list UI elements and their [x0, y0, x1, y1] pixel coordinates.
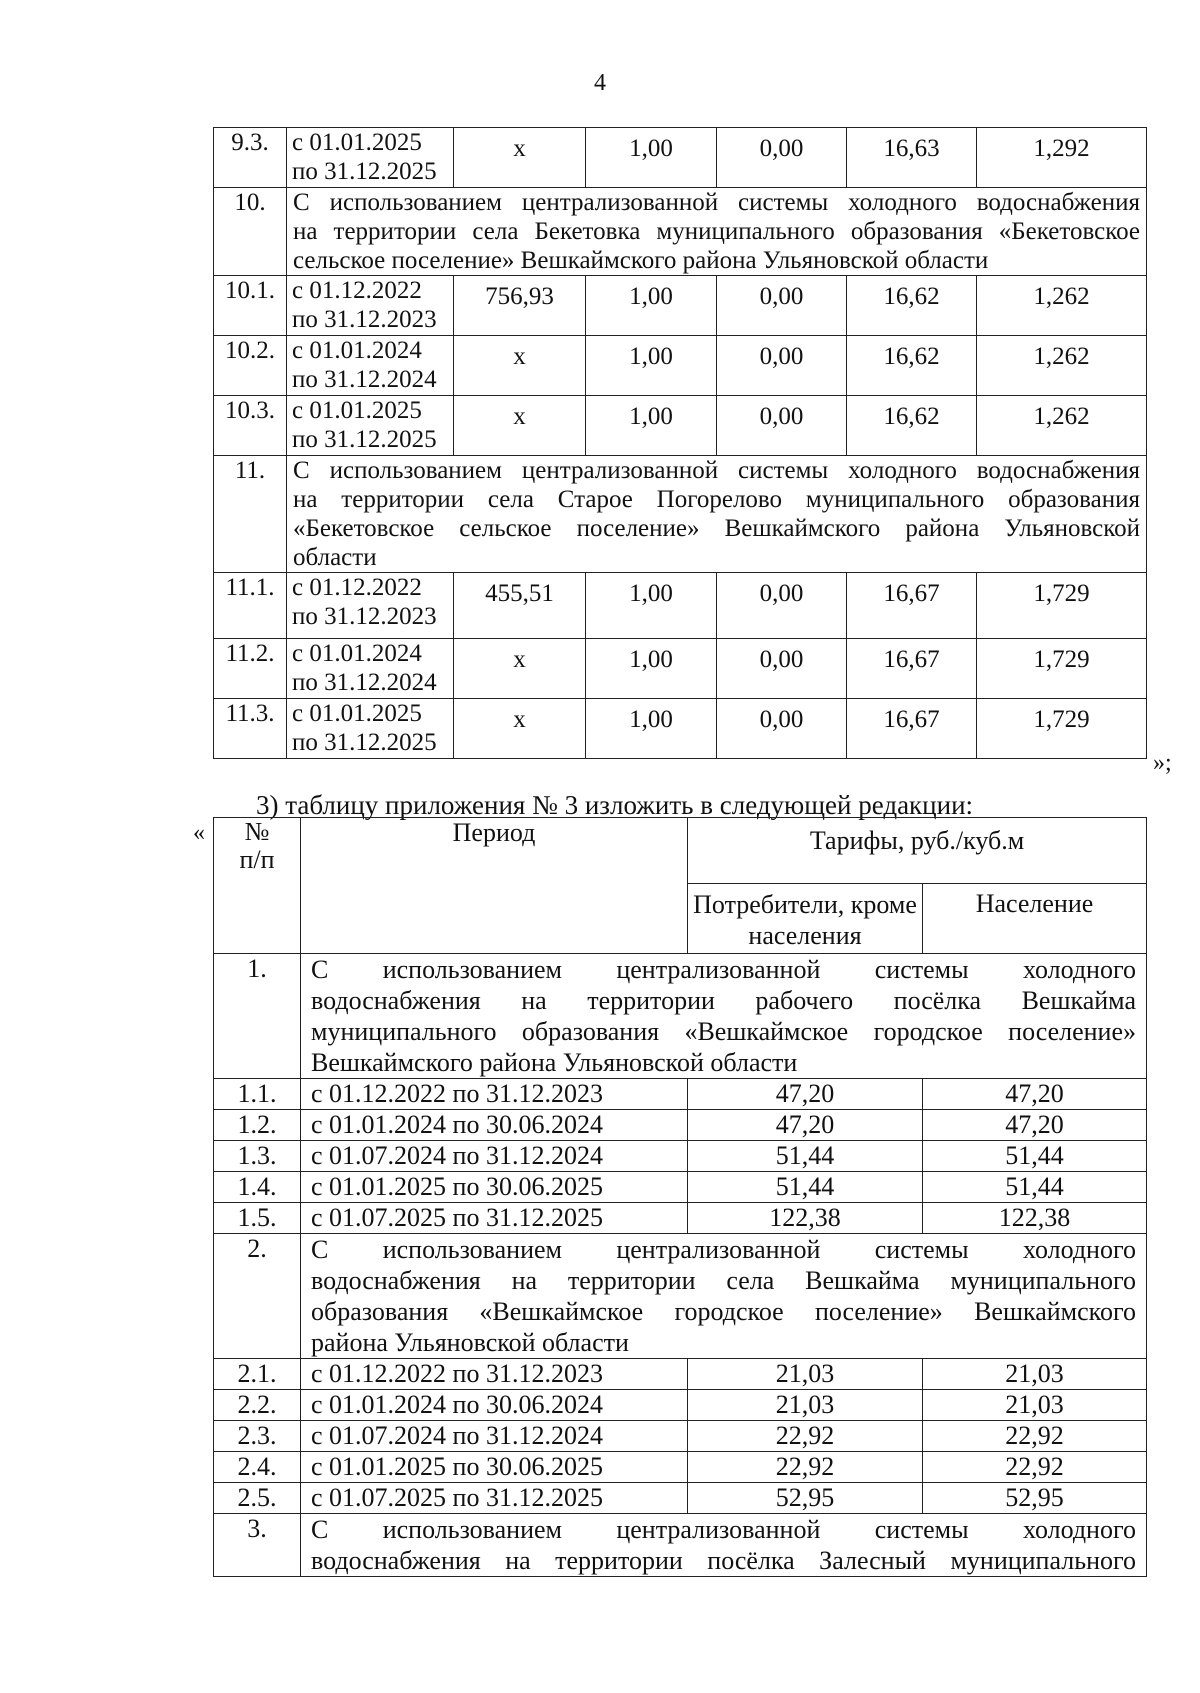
header-tariffs — [688, 818, 1147, 884]
header-num — [214, 818, 301, 954]
value-cell-2: 1,00 — [586, 128, 717, 188]
description-line: образования «Вешкаймское городское поселение» Вешкаймского — [311, 1297, 1136, 1326]
row-period: с 01.07.2024 по 31.12.2024 — [301, 1141, 688, 1172]
value-cell-3: 0,00 — [717, 699, 847, 759]
value-cell-3: 0,00 — [717, 396, 847, 456]
value-cell-4: 16,62 — [847, 396, 977, 456]
description-line: водоснабжения на территории села Вешкайма муниципального — [311, 1266, 1136, 1295]
value-cell-3: 0,00 — [717, 128, 847, 188]
period-to: по 31.12.2025 — [292, 426, 437, 453]
table-row — [214, 954, 1147, 1079]
section-number: 2. — [214, 1234, 301, 1359]
header-period-label: Период — [452, 818, 536, 847]
description-line: Вешкаймского района Ульяновской области — [311, 1048, 798, 1077]
section-description — [287, 188, 1147, 276]
description-line: С использованием централизованной системы холодного — [311, 1235, 1136, 1264]
value-cell-5: 1,292 — [977, 128, 1147, 188]
value-cell-1: х — [454, 128, 586, 188]
value-cell-5: 1,729 — [977, 573, 1147, 639]
row-number: 2.4. — [214, 1452, 301, 1483]
consumers-value: 51,44 — [688, 1172, 923, 1203]
table-row — [214, 1172, 1147, 1203]
opening-quote: « — [193, 820, 205, 846]
value-cell-1: х — [454, 639, 586, 699]
row-period — [287, 396, 454, 456]
description-line: на территории села Бекетовка муниципального образования «Бекетовское — [293, 218, 1140, 245]
population-value: 47,20 — [923, 1110, 1147, 1141]
consumers-value: 47,20 — [688, 1110, 923, 1141]
period-from: с 01.01.2025 — [292, 397, 422, 424]
value-cell-1: 455,51 — [454, 573, 586, 639]
table-row — [214, 1390, 1147, 1421]
value-cell-2: 1,00 — [586, 396, 717, 456]
value-cell-5: 1,262 — [977, 336, 1147, 396]
row-number: 10.3. — [214, 396, 287, 456]
table-row — [214, 1483, 1147, 1514]
population-value: 22,92 — [923, 1421, 1147, 1452]
value-cell-2: 1,00 — [586, 336, 717, 396]
row-period — [287, 639, 454, 699]
table-row — [214, 276, 1147, 336]
row-number: 1.3. — [214, 1141, 301, 1172]
description-line: водоснабжения на территории посёлка Залесный муниципального — [311, 1546, 1136, 1575]
population-value: 52,95 — [923, 1483, 1147, 1514]
table-row — [214, 336, 1147, 396]
header-period — [301, 818, 688, 954]
table-row — [214, 639, 1147, 699]
value-cell-1: х — [454, 336, 586, 396]
row-number: 1.5. — [214, 1203, 301, 1234]
table-row — [214, 128, 1147, 188]
row-period — [287, 699, 454, 759]
row-period: с 01.12.2022 по 31.12.2023 — [301, 1359, 688, 1390]
description-line: района Ульяновской области — [311, 1328, 629, 1357]
row-number: 2.1. — [214, 1359, 301, 1390]
row-period — [287, 573, 454, 639]
value-cell-4: 16,63 — [847, 128, 977, 188]
description-line: на территории села Старое Погорелово муниципального образования — [293, 486, 1140, 513]
value-cell-3: 0,00 — [717, 639, 847, 699]
description-line: муниципального образования «Вешкаймское городское поселение» — [311, 1017, 1136, 1046]
period-from: с 01.01.2024 — [292, 640, 422, 667]
row-number: 2.3. — [214, 1421, 301, 1452]
description-line: водоснабжения на территории рабочего посёлка Вешкайма — [311, 986, 1136, 1015]
value-cell-2: 1,00 — [586, 573, 717, 639]
section-description — [301, 1514, 1147, 1577]
table-row — [214, 573, 1147, 639]
period-to: по 31.12.2025 — [292, 729, 437, 756]
table-row — [214, 188, 1147, 276]
table-row — [214, 1514, 1147, 1577]
table-row — [214, 1203, 1147, 1234]
row-period — [287, 276, 454, 336]
row-period: с 01.01.2025 по 30.06.2025 — [301, 1452, 688, 1483]
period-to: по 31.12.2024 — [292, 669, 437, 696]
value-cell-4: 16,62 — [847, 276, 977, 336]
value-cell-3: 0,00 — [717, 336, 847, 396]
consumers-value: 47,20 — [688, 1079, 923, 1110]
value-cell-5: 1,262 — [977, 396, 1147, 456]
value-cell-5: 1,729 — [977, 699, 1147, 759]
section-number: 11. — [214, 456, 287, 573]
population-value: 21,03 — [923, 1390, 1147, 1421]
period-to: по 31.12.2024 — [292, 366, 437, 393]
value-cell-4: 16,67 — [847, 699, 977, 759]
row-period — [287, 336, 454, 396]
row-number: 1.1. — [214, 1079, 301, 1110]
row-period: с 01.01.2025 по 30.06.2025 — [301, 1172, 688, 1203]
value-cell-3: 0,00 — [717, 573, 847, 639]
value-cell-1: х — [454, 396, 586, 456]
header-consumers-label: Потребители, кроме населения — [693, 890, 917, 950]
table-row — [214, 1234, 1147, 1359]
value-cell-2: 1,00 — [586, 699, 717, 759]
population-value: 21,03 — [923, 1359, 1147, 1390]
page-number: 4 — [594, 70, 606, 96]
row-number: 10.1. — [214, 276, 287, 336]
period-to: по 31.12.2025 — [292, 158, 437, 185]
row-number: 2.2. — [214, 1390, 301, 1421]
header-tariffs-label: Тарифы, руб./куб.м — [809, 826, 1025, 855]
table-row — [214, 1079, 1147, 1110]
description-line: С использованием централизованной системы холодного — [311, 1515, 1136, 1544]
row-period: с 01.07.2025 по 31.12.2025 — [301, 1483, 688, 1514]
amendment-sentence: 3) таблицу приложения № 3 изложить в следующей редакции: — [256, 790, 974, 820]
consumers-value: 122,38 — [688, 1203, 923, 1234]
description-line: С использованием централизованной системы холодного водоснабжения — [293, 189, 1140, 216]
table-row — [214, 1452, 1147, 1483]
table-row — [214, 1421, 1147, 1452]
table-row — [214, 1359, 1147, 1390]
table-row — [214, 699, 1147, 759]
table-row — [214, 1110, 1147, 1141]
row-period: с 01.12.2022 по 31.12.2023 — [301, 1079, 688, 1110]
period-from: с 01.01.2025 — [292, 700, 422, 727]
tariff-table-continuation — [213, 127, 1147, 759]
header-consumers — [688, 884, 923, 954]
row-period: с 01.07.2025 по 31.12.2025 — [301, 1203, 688, 1234]
section-description — [301, 1234, 1147, 1359]
description-line: С использованием централизованной системы холодного водоснабжения — [293, 457, 1140, 484]
value-cell-5: 1,729 — [977, 639, 1147, 699]
value-cell-2: 1,00 — [586, 276, 717, 336]
row-period: с 01.01.2024 по 30.06.2024 — [301, 1390, 688, 1421]
row-number: 1.2. — [214, 1110, 301, 1141]
consumers-value: 22,92 — [688, 1421, 923, 1452]
description-line: области — [293, 544, 377, 571]
period-to: по 31.12.2023 — [292, 603, 437, 630]
value-cell-1: 756,93 — [454, 276, 586, 336]
population-value: 51,44 — [923, 1141, 1147, 1172]
consumers-value: 21,03 — [688, 1359, 923, 1390]
table-row — [214, 396, 1147, 456]
consumers-value: 52,95 — [688, 1483, 923, 1514]
population-value: 122,38 — [923, 1203, 1147, 1234]
consumers-value: 51,44 — [688, 1141, 923, 1172]
description-line: «Бекетовское сельское поселение» Вешкаймского района Ульяновской — [293, 515, 1140, 542]
section-description — [287, 456, 1147, 573]
header-num-label: № п/п — [239, 817, 275, 874]
population-value: 51,44 — [923, 1172, 1147, 1203]
value-cell-3: 0,00 — [717, 276, 847, 336]
period-to: по 31.12.2023 — [292, 306, 437, 333]
section-number: 10. — [214, 188, 287, 276]
period-from: с 01.01.2025 — [292, 129, 422, 156]
closing-quote: »; — [1153, 750, 1172, 776]
row-period: с 01.01.2024 по 30.06.2024 — [301, 1110, 688, 1141]
value-cell-1: х — [454, 699, 586, 759]
consumers-value: 21,03 — [688, 1390, 923, 1421]
row-number: 11.2. — [214, 639, 287, 699]
row-number: 9.3. — [214, 128, 287, 188]
section-number: 3. — [214, 1514, 301, 1577]
row-period: с 01.07.2024 по 31.12.2024 — [301, 1421, 688, 1452]
header-population-label: Население — [975, 889, 1094, 918]
population-value: 47,20 — [923, 1079, 1147, 1110]
period-from: с 01.12.2022 — [292, 574, 422, 601]
row-number: 2.5. — [214, 1483, 301, 1514]
row-period — [287, 128, 454, 188]
period-from: с 01.12.2022 — [292, 277, 422, 304]
description-line: сельское поселение» Вешкаймского района Ульяновской области — [293, 247, 989, 274]
period-from: с 01.01.2024 — [292, 337, 422, 364]
table-row — [214, 1141, 1147, 1172]
value-cell-4: 16,62 — [847, 336, 977, 396]
value-cell-5: 1,262 — [977, 276, 1147, 336]
appendix-3-tariff-table — [213, 817, 1147, 1577]
population-value: 22,92 — [923, 1452, 1147, 1483]
description-line: С использованием централизованной системы холодного — [311, 955, 1136, 984]
row-number: 11.3. — [214, 699, 287, 759]
value-cell-4: 16,67 — [847, 573, 977, 639]
table-row — [214, 456, 1147, 573]
row-number: 1.4. — [214, 1172, 301, 1203]
value-cell-2: 1,00 — [586, 639, 717, 699]
consumers-value: 22,92 — [688, 1452, 923, 1483]
row-number: 11.1. — [214, 573, 287, 639]
header-population — [923, 884, 1147, 954]
value-cell-4: 16,67 — [847, 639, 977, 699]
section-number: 1. — [214, 954, 301, 1079]
row-number: 10.2. — [214, 336, 287, 396]
section-description — [301, 954, 1147, 1079]
